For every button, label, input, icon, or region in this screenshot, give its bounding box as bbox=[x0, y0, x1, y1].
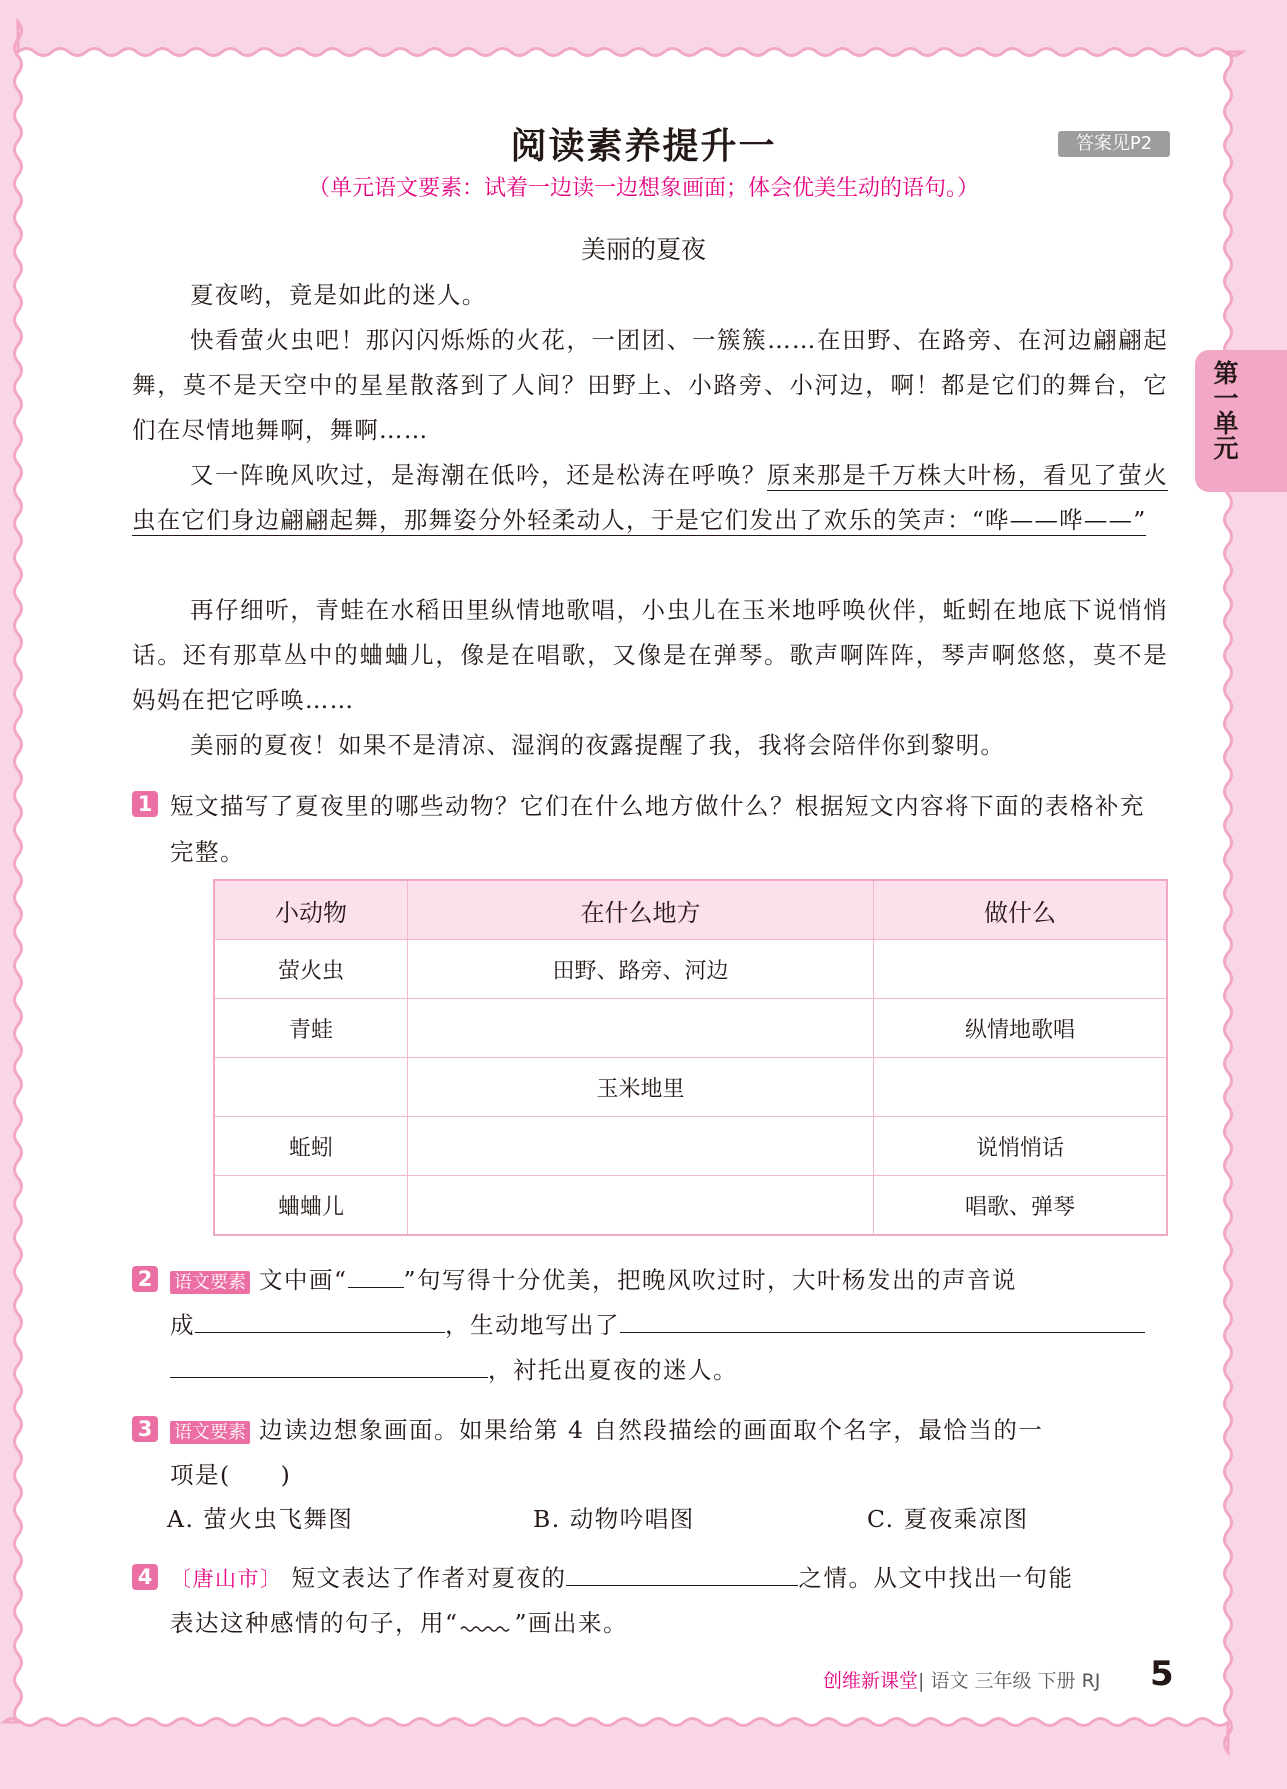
table-row bbox=[214, 1117, 1167, 1176]
question-2-tag: 语文要素 bbox=[170, 1271, 250, 1294]
table-cell: 说悄悄话 bbox=[873, 1117, 1167, 1176]
question-4-source-tag: 〔唐山市〕 bbox=[170, 1567, 283, 1591]
question-4-number: 4 bbox=[132, 1564, 158, 1590]
table-answer-cell[interactable] bbox=[407, 1176, 873, 1236]
table-cell: 蛐蛐儿 bbox=[214, 1176, 407, 1236]
question-4-line-2 bbox=[170, 1601, 1170, 1646]
table-header-cell: 做什么 bbox=[873, 880, 1167, 940]
answer-blank-description-cont[interactable] bbox=[170, 1355, 488, 1378]
answer-blank-feeling[interactable] bbox=[566, 1563, 798, 1586]
table-cell: 蚯蚓 bbox=[214, 1117, 407, 1176]
story-paragraph-4: 再仔细听，青蛙在水稻田里纵情地歌唱，小虫儿在玉米地呼唤伙伴，蚯蚓在地底下说悄悄话。还有那草丛中的蛐蛐儿，像是在唱歌，又像是在弹琴。歌声啊阵阵，琴声啊悠悠，莫不是妈妈在把它呼唤…… bbox=[132, 596, 1168, 714]
table-cell: 纵情地歌唱 bbox=[873, 999, 1167, 1058]
answer-reference-badge: 答案见P2 bbox=[1058, 131, 1170, 157]
question-4-text-c: 表达这种感情的句子，用“ bbox=[170, 1609, 459, 1637]
question-3-tag: 语文要素 bbox=[170, 1421, 250, 1444]
question-3-line-1 bbox=[170, 1408, 1170, 1455]
underlined-sentence: 原来那是千万株大叶杨，看见了萤火虫在它们身边翩翩起舞，那舞姿分外轻柔动人，于是它们发出了欢乐的笑声：“哗——哗——” bbox=[132, 461, 1168, 534]
question-2-text-e: ，衬托出夏夜的迷人。 bbox=[488, 1356, 738, 1384]
story-paragraph-3-text: 又一阵晚风吹过，是海潮在低吟，还是松涛在呼唤？ bbox=[190, 461, 767, 489]
question-4-text-b: 之情。从文中找出一句能 bbox=[798, 1564, 1074, 1592]
table-cell: 田野、路旁、河边 bbox=[407, 940, 873, 999]
story-paragraph-2: 快看萤火虫吧！那闪闪烁烁的火花，一团团、一簇簇……在田野、在路旁、在河边翩翩起舞，莫不是天空中的星星散落到了人间？田野上、小路旁、小河边，啊！都是它们的舞台，它们在尽情地舞啊，舞啊…… bbox=[132, 326, 1168, 444]
question-4-text-d: ”画出来。 bbox=[514, 1609, 629, 1637]
question-2-text-d: ，生动地写出了 bbox=[445, 1311, 620, 1339]
option-c[interactable]: C. 夏夜乘凉图 bbox=[867, 1505, 1029, 1533]
table-row bbox=[214, 940, 1167, 999]
table-answer-cell[interactable] bbox=[214, 1058, 407, 1117]
question-4-text-a: 短文表达了作者对夏夜的 bbox=[291, 1564, 567, 1592]
table-answer-cell[interactable] bbox=[407, 1117, 873, 1176]
animals-table bbox=[213, 879, 1168, 1236]
story-title: 美丽的夏夜 bbox=[580, 235, 706, 264]
page-number: 5 bbox=[1150, 1654, 1174, 1694]
story-paragraph-1: 夏夜哟，竟是如此的迷人。 bbox=[190, 281, 487, 309]
table-row bbox=[214, 999, 1167, 1058]
story-paragraph-5: 美丽的夏夜！如果不是清凉、湿润的夜露提醒了我，我将会陪伴你到黎明。 bbox=[190, 731, 1006, 759]
table-header-cell: 在什么地方 bbox=[407, 880, 873, 940]
question-2-number: 2 bbox=[132, 1266, 158, 1292]
table-answer-cell[interactable] bbox=[407, 999, 873, 1058]
question-2-text-a: 文中画“ bbox=[258, 1266, 348, 1294]
table-cell: 玉米地里 bbox=[407, 1058, 873, 1117]
option-b[interactable]: B. 动物吟唱图 bbox=[533, 1505, 695, 1533]
table-header-row bbox=[214, 880, 1167, 940]
question-2-text-b: ”句写得十分优美，把晚风吹过时，大叶杨发出的声音说 bbox=[403, 1266, 1018, 1294]
table-row bbox=[214, 1176, 1167, 1236]
answer-blank-sound[interactable] bbox=[195, 1310, 445, 1333]
question-3-text: 边读边想象画面。如果给第 4 自然段描绘的画面取个名字，最恰当的一 bbox=[258, 1416, 1044, 1444]
table-header-cell: 小动物 bbox=[214, 880, 407, 940]
story-paragraph-3 bbox=[132, 453, 1168, 543]
question-3-number: 3 bbox=[132, 1416, 158, 1442]
wavy-underline-icon bbox=[459, 1623, 515, 1635]
table-cell: 萤火虫 bbox=[214, 940, 407, 999]
footer-info bbox=[823, 1666, 1100, 1693]
table-cell: 唱歌、弹琴 bbox=[873, 1176, 1167, 1236]
question-2-line-1 bbox=[170, 1258, 1170, 1305]
question-2-text-c: 成 bbox=[170, 1311, 195, 1339]
option-a[interactable]: A. 萤火虫飞舞图 bbox=[167, 1505, 354, 1533]
footer-book-info: | 语文 三年级 下册 RJ bbox=[918, 1670, 1101, 1692]
table-row bbox=[214, 1058, 1167, 1117]
question-1-text: 短文描写了夏夜里的哪些动物？它们在什么地方做什么？根据短文内容将下面的表格补充完整。 bbox=[170, 792, 1145, 866]
underline-sample-blank bbox=[348, 1265, 404, 1288]
question-1-number: 1 bbox=[132, 791, 158, 817]
unit-requirement-note: （单元语文要素：试着一边读一边想象画面；体会优美生动的语句。） bbox=[307, 176, 979, 201]
unit-side-tab-label: 第一单元 bbox=[1210, 360, 1239, 460]
page-title: 阅读素养提升一 bbox=[510, 126, 777, 167]
question-2-line-2 bbox=[170, 1303, 1170, 1348]
table-answer-cell[interactable] bbox=[873, 1058, 1167, 1117]
question-4-line-1 bbox=[170, 1556, 1170, 1602]
answer-blank-description[interactable] bbox=[620, 1310, 1145, 1333]
question-3-line-2: 项是( ) bbox=[170, 1461, 292, 1489]
footer-brand: 创维新课堂 bbox=[823, 1670, 919, 1692]
question-2-line-3 bbox=[170, 1348, 1170, 1393]
table-answer-cell[interactable] bbox=[873, 940, 1167, 999]
table-cell: 青蛙 bbox=[214, 999, 407, 1058]
